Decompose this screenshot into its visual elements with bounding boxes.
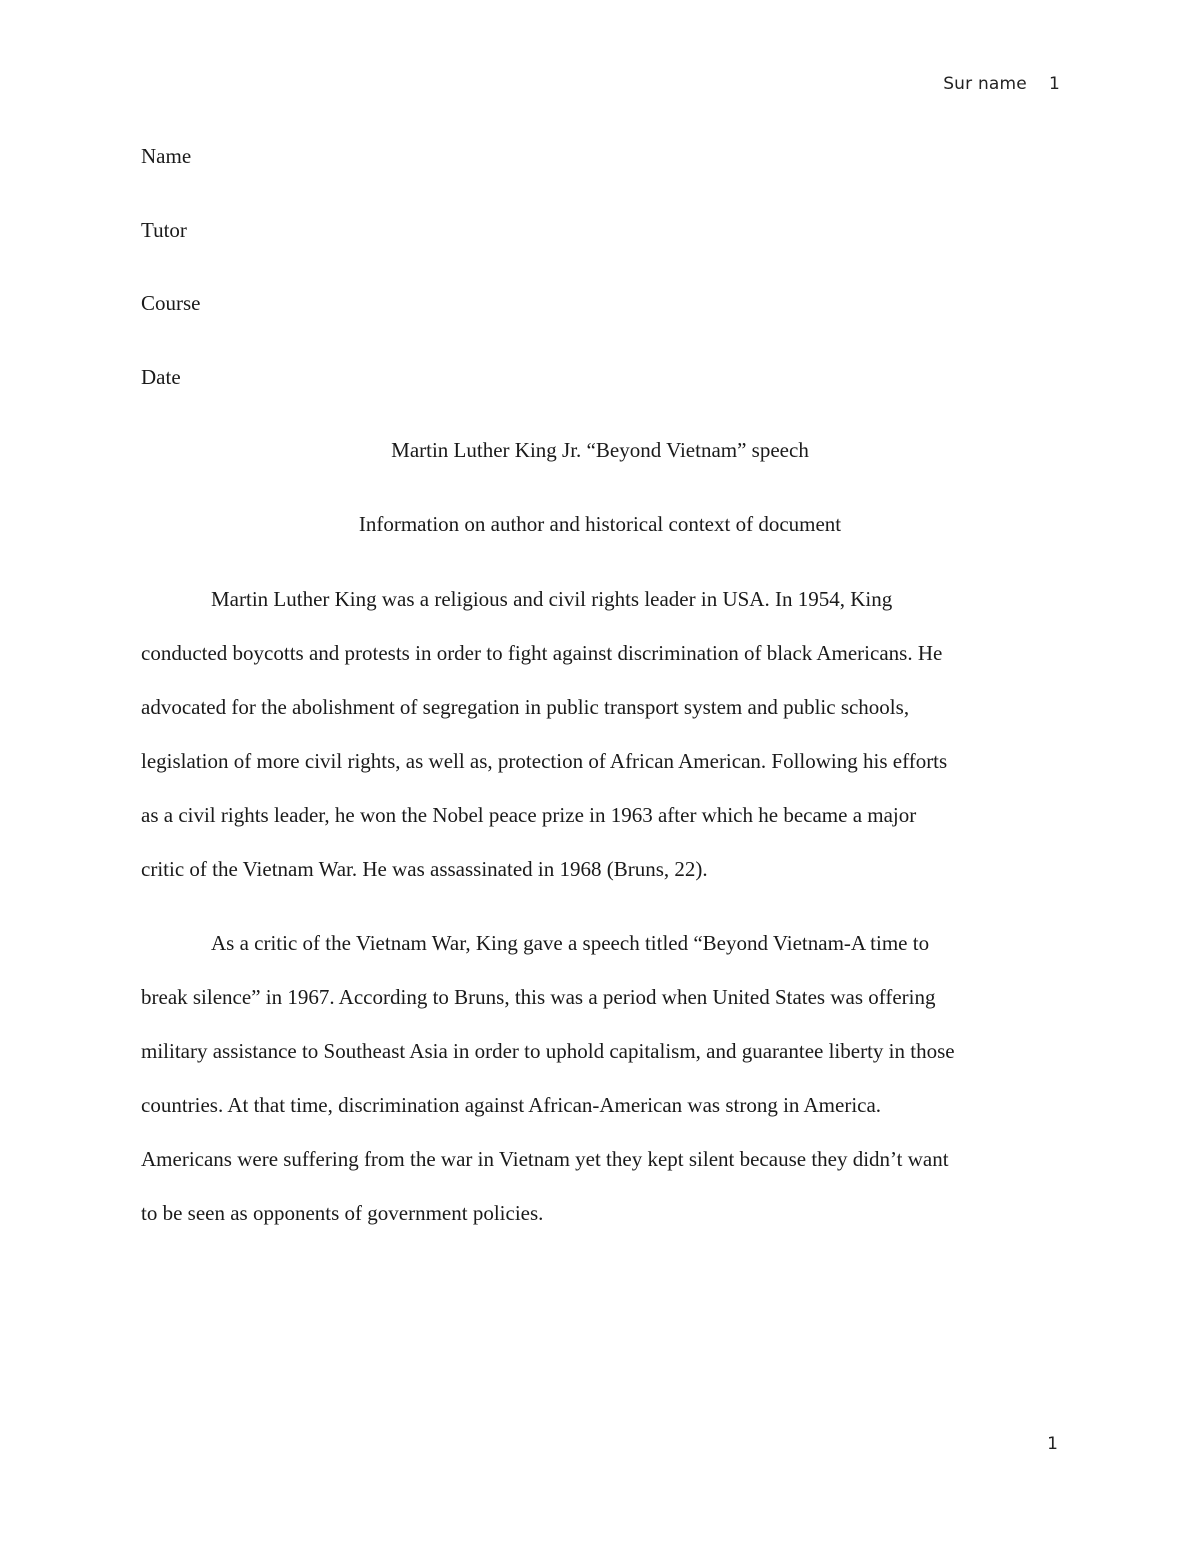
meta-tutor: Tutor: [141, 218, 187, 242]
paragraph-line: Martin Luther King was a religious and civil rights leader in USA. In 1954, King: [211, 587, 893, 611]
meta-name: Name: [141, 144, 192, 168]
section-heading: Information on author and historical context of document: [358, 512, 842, 536]
meta-date: Date: [141, 365, 181, 389]
document-title: Martin Luther King Jr. “Beyond Vietnam” speech: [391, 438, 809, 462]
meta-course: Course: [141, 291, 201, 315]
paragraph-line: countries. At that time, discrimination against African-American was strong in America.: [141, 1093, 882, 1117]
paragraph-line: conducted boycotts and protests in order to fight against discrimination of black Americans. He: [141, 641, 943, 665]
paragraph-line: Americans were suffering from the war in Vietnam yet they kept silent because they didn’t want: [141, 1147, 949, 1171]
footer-page-number: 1: [1047, 1434, 1058, 1454]
paragraph-line: critic of the Vietnam War. He was assassinated in 1968 (Bruns, 22).: [141, 857, 708, 881]
page-header: [943, 74, 1060, 94]
paragraph-line: military assistance to Southeast Asia in order to uphold capitalism, and guarantee liberty in those: [141, 1039, 955, 1063]
header-surname: Sur name: [943, 74, 1027, 94]
paragraph-line: to be seen as opponents of government policies.: [141, 1201, 544, 1225]
paragraph-line: as a civil rights leader, he won the Nobel peace prize in 1963 after which he became a major: [141, 803, 917, 827]
paragraph-line: break silence” in 1967. According to Bruns, this was a period when United States was offering: [141, 985, 936, 1009]
paragraph-line: advocated for the abolishment of segregation in public transport system and public schools,: [141, 695, 910, 719]
paragraph-line: As a critic of the Vietnam War, King gave a speech titled “Beyond Vietnam-A time to: [211, 931, 930, 955]
paragraph-line: legislation of more civil rights, as well as, protection of African American. Following his efforts: [141, 749, 948, 773]
header-page-number: 1: [1048, 74, 1060, 94]
